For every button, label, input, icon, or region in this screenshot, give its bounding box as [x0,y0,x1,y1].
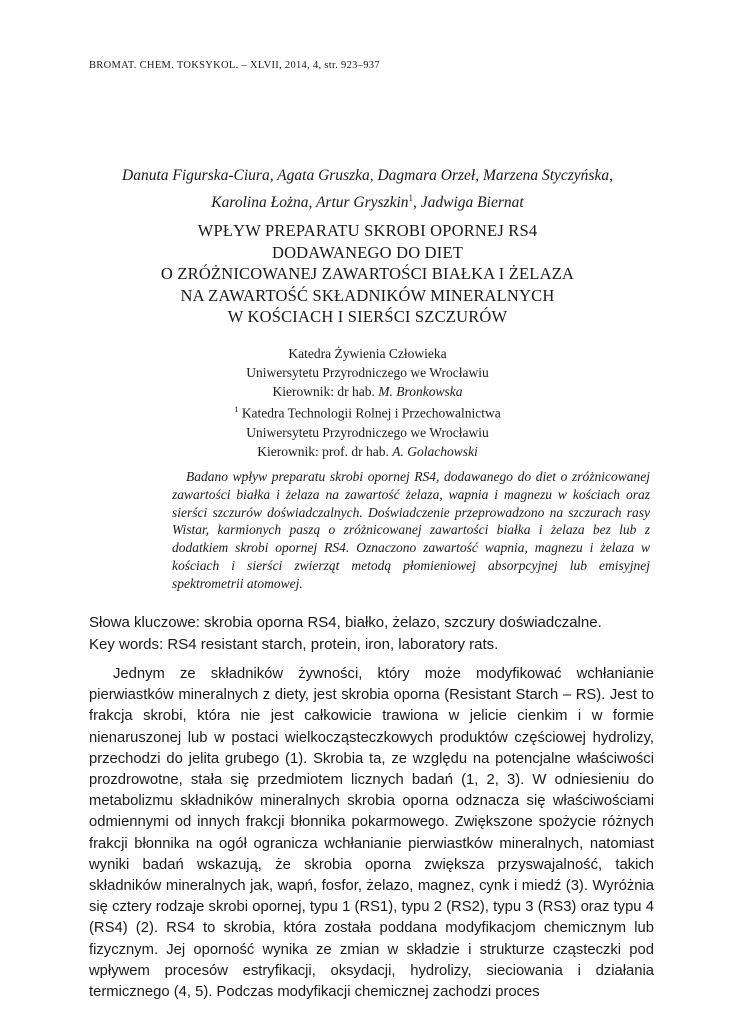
affiliation-2-superscript: 1 [234,404,239,414]
affiliation-1-dept: Katedra Żywienia Człowieka [288,346,447,361]
abstract [172,468,650,593]
affiliation-1-head-name: M. Bronkowska [378,384,463,399]
journal-header: BROMAT. CHEM. TOKSYKOL. – XLVII, 2014, 4, str. 923–937 [89,60,380,71]
body-text [89,664,654,1003]
title-line: W KOŚCIACH I SIERŚCI SZCZURÓW [227,307,508,326]
affiliation-2-university: Uniwersytetu Przyrodniczego we Wrocławiu [246,424,489,440]
keywords-english: Key words: RS4 resistant starch, protein, iron, laboratory rats. [89,636,499,653]
authors-line-2-part-a: Karolina Łożna, Artur Gryszkin [211,194,409,212]
title-line: DODAWANEGO DO DIET [271,242,464,262]
affiliation-2-head-prefix: Kierownik: prof. dr hab. [257,443,393,459]
body-paragraph: Jednym ze składników żywności, który może modyfikować wchłanianie pierwiastków mineralnych z diety, jest skrobia oporna (Resistant Starch – RS). Jest to frakcja skrobi, która nie jest całkowicie trawiona w jelicie cienkim i w formie nienaruszonej lub w postaci wielkocząsteczkowych produktów częściowej hydrolizy, przechodzi do jelita grubego (1). Skrobia ta, ze względu na potencjalne właściwości prozdrowotne, stała się przedmiotem licznych badań (1, 2, 3). W odniesieniu do metabolizmu składników mineralnych skrobia oporna odznacza się właściwościami odmiennymi od innych frakcji błonnika pokarmowego. Zwiększone spożycie różnych frakcji błonnika na ogół ogranicza wchłanianie pierwiastków mineralnych, natomiast wyniki badań wskazują, że skrobia oporna zwiększa przyswajalność, takich składników mineralnych jak, wapń, fosfor, żelazo, magnez, cynk i miedź (3). Wyróżnia się cztery rodzaje skrobi opornej, typu 1 (RS1), typu 2 (RS2), typu 3 (RS3) oraz typu 4 (RS4) (2). RS4 to skrobia, która została poddana modyfikacjom chemicznym lub fizycznym. Jej oporność wynika ze zmian w składzie i strukturze cząsteczki pod wpływem procesów estryfikacji, oksydacji, hydrolizy, sieciowania i działania termicznego (4, 5). Podczas modyfikacji chemicznej zachodzi proces [89,666,654,1001]
title-line: O ZRÓŻNICOWANEJ ZAWARTOŚCI BIAŁKA I ŻELAZA [160,264,575,283]
affiliation-1 [0,344,735,401]
title-line: NA ZAWARTOŚĆ SKŁADNIKÓW MINERALNYCH [180,285,555,305]
affiliation-2-dept-text: Katedra Technologii Rolnej i Przechowalnictwa [238,405,501,421]
authors-superscript: 1 [408,193,414,203]
affiliation-1-head-prefix: Kierownik: dr hab. [272,384,379,399]
keywords-polish: Słowa kluczowe: skrobia oporna RS4, białko, żelazo, szczury doświadczalne. [89,614,602,631]
keywords [89,612,659,656]
affiliation-2-head-name: A. Golachowski [392,443,478,459]
article-title [0,220,735,328]
authors-line-2-part-b: , Jadwiga Biernat [413,194,524,212]
affiliation-1-head [0,382,735,401]
abstract-text: Badano wpływ preparatu skrobi opornej RS4, dodawanego do diet o zróżnicowanej zawartości białka i żelaza na zawartość żelaza, wapnia i magnezu w kościach oraz sierści szczurów doświadczalnych. Doświadczenie przeprowadzono na szczurach rasy Wistar, karmionych paszą o zróżnicowanej zawartości białka i żelaza bez lub z dodatkiem skrobi opornej RS4. Oznaczono zawartość wapnia, magnezu i żelaza w kościach i sierści zwierząt metodą płomieniowej absorpcyjnej lub emisyjnej spektrometrii atomowej. [172,469,650,591]
title-line: WPŁYW PREPARATU SKROBI OPORNEJ RS4 [197,221,538,240]
affiliation-1-university: Uniwersytetu Przyrodniczego we Wrocławiu [246,365,489,380]
author-list [0,165,735,214]
authors-line-1: Danuta Figurska-Ciura, Agata Gruszka, Dagmara Orzeł, Marzena Styczyńska, [122,167,613,184]
affiliation-2 [0,400,735,461]
affiliation-2-head [0,442,735,461]
affiliation-2-dept [0,400,735,423]
authors-line-2 [0,187,735,214]
